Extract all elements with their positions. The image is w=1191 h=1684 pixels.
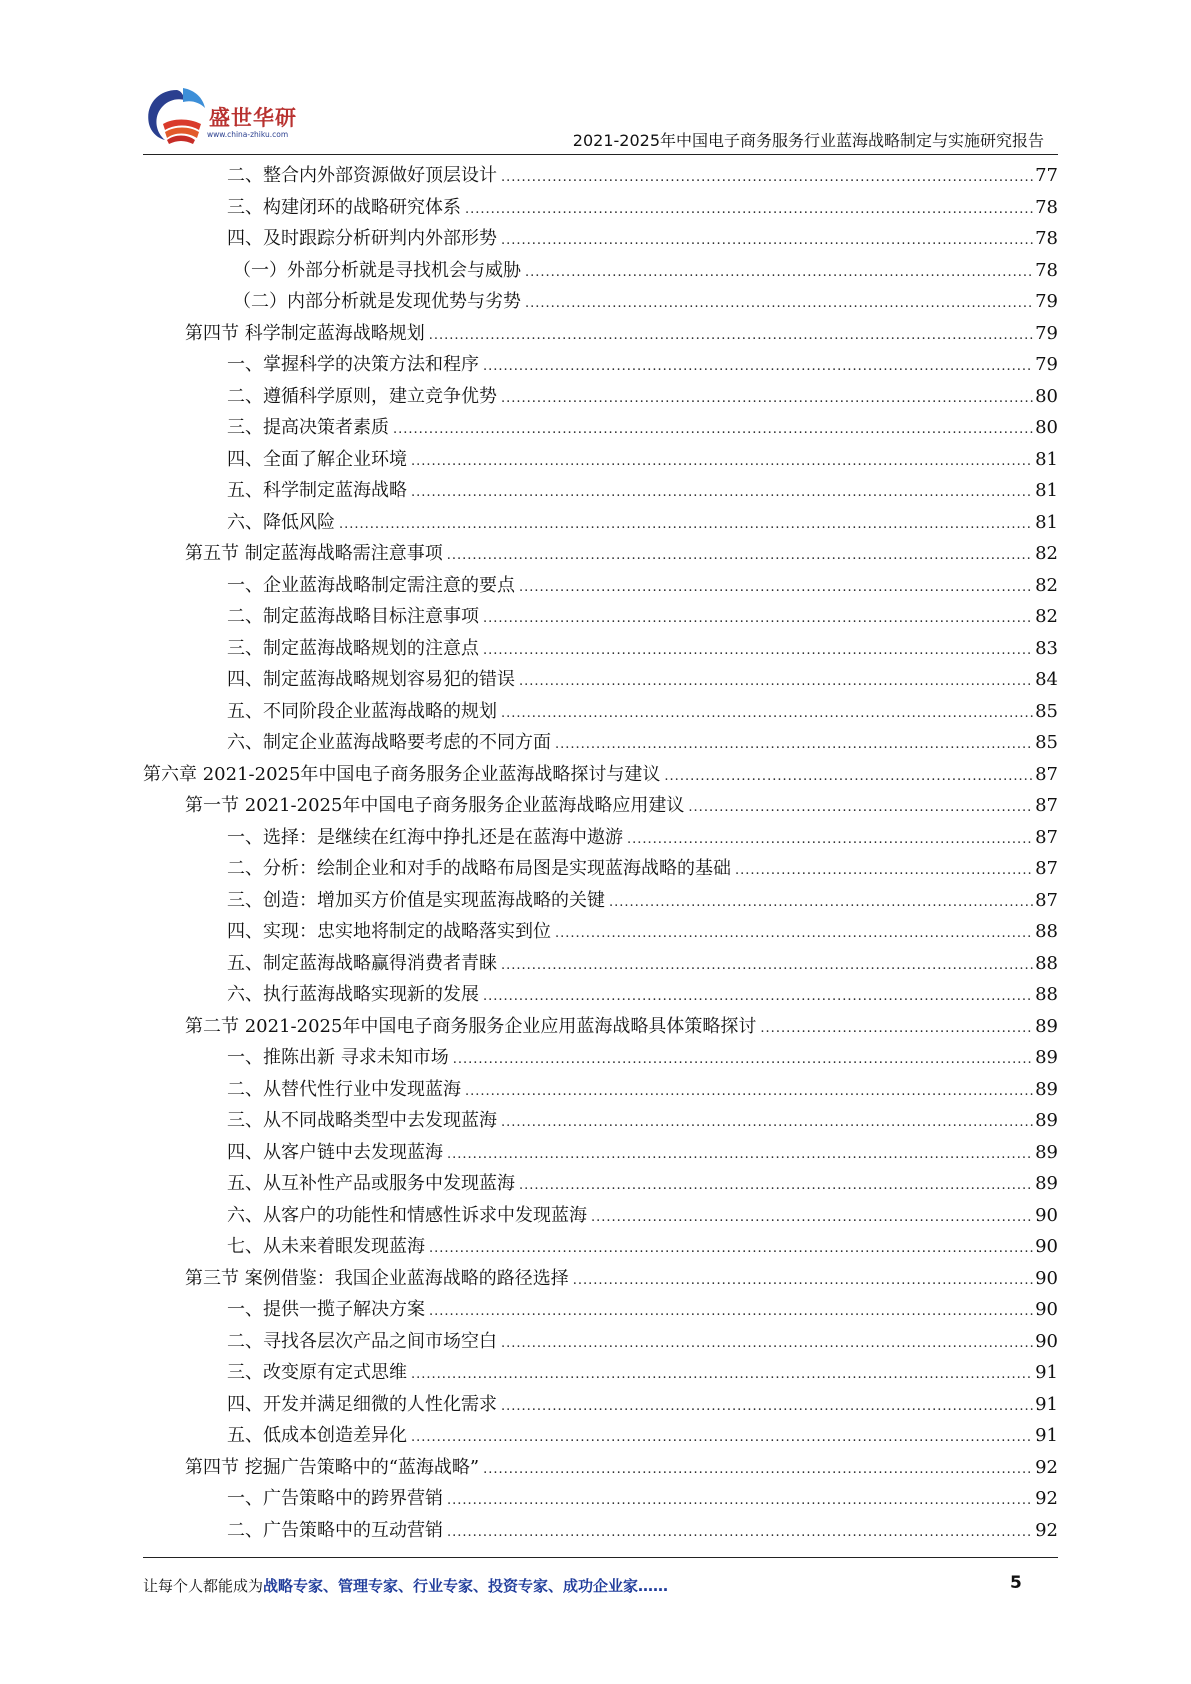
toc-entry[interactable]: [143, 318, 1058, 350]
toc-entry[interactable]: [143, 160, 1058, 192]
toc-entry[interactable]: [143, 1515, 1058, 1547]
toc-entry-page: 90: [1035, 1236, 1058, 1257]
toc-entry-page: 80: [1035, 417, 1058, 438]
toc-entry-title: 四、从客户链中去发现蓝海: [227, 1141, 443, 1163]
toc-leader-dots: [519, 572, 1033, 604]
toc-leader-dots: [519, 666, 1033, 698]
toc-entry-title: （二）内部分析就是发现优势与劣势: [233, 291, 521, 312]
toc-leader-dots: [483, 981, 1033, 1013]
toc-entry-page: 81: [1035, 480, 1058, 501]
toc-leader-dots: [735, 855, 1033, 887]
toc-entry[interactable]: [143, 1294, 1058, 1326]
toc-leader-dots: [525, 257, 1033, 289]
toc-leader-dots: [519, 1170, 1033, 1202]
toc-entry-title: 二、制定蓝海战略目标注意事项: [227, 606, 479, 627]
toc-leader-dots: [429, 1233, 1033, 1265]
toc-leader-dots: [760, 1013, 1033, 1045]
header-divider: [143, 154, 1058, 155]
toc-leader-dots: [483, 351, 1033, 383]
toc-entry-page: 90: [1035, 1299, 1058, 1320]
toc-entry-title: 五、不同阶段企业蓝海战略的规划: [227, 700, 497, 722]
toc-leader-dots: [555, 918, 1033, 950]
toc-leader-dots: [465, 1076, 1033, 1108]
toc-entry[interactable]: [143, 1074, 1058, 1106]
toc-entry-title: 三、改变原有定式思维: [227, 1362, 407, 1383]
toc-leader-dots: [501, 698, 1033, 730]
toc-entry-title: 一、掌握科学的决策方法和程序: [227, 354, 479, 375]
toc-entry-page: 92: [1035, 1488, 1058, 1509]
toc-entry-title: 第二节 2021-2025年中国电子商务服务企业应用蓝海战略具体策略探讨: [185, 1015, 757, 1037]
toc-entry-title: 三、提高决策者素质: [227, 417, 389, 438]
toc-entry-page: 88: [1035, 984, 1058, 1005]
toc-entry-title: 六、降低风险: [227, 511, 335, 533]
toc-entry-page: 79: [1035, 354, 1058, 375]
toc-entry[interactable]: [143, 759, 1058, 791]
toc-entry[interactable]: [143, 727, 1058, 759]
toc-leader-dots: [501, 950, 1033, 982]
toc-entry-title: （一）外部分析就是寻找机会与威胁: [233, 259, 521, 281]
toc-entry-title: 第四节 科学制定蓝海战略规划: [185, 322, 425, 344]
slogan-highlight: 战略专家、管理专家、行业专家、投资专家、成功企业家……: [263, 1577, 669, 1595]
table-of-contents: [143, 160, 1058, 1546]
toc-entry[interactable]: [143, 1168, 1058, 1200]
toc-entry-page: 82: [1035, 543, 1058, 564]
toc-entry-page: 89: [1035, 1047, 1058, 1068]
toc-entry-page: 91: [1035, 1425, 1058, 1446]
footer-divider: [143, 1557, 1058, 1558]
toc-leader-dots: [688, 792, 1033, 824]
toc-entry-page: 90: [1035, 1330, 1058, 1352]
toc-entry[interactable]: [143, 948, 1058, 980]
toc-entry-page: 81: [1035, 511, 1058, 533]
footer-slogan: [143, 1575, 668, 1596]
toc-entry[interactable]: [143, 1389, 1058, 1421]
toc-entry-title: 二、遵循科学原则，建立竞争优势: [227, 385, 497, 407]
toc-entry-title: 四、开发并满足细微的人性化需求: [227, 1393, 497, 1415]
toc-leader-dots: [525, 288, 1033, 320]
toc-entry-page: 80: [1035, 385, 1058, 407]
toc-entry[interactable]: [143, 1042, 1058, 1074]
toc-leader-dots: [453, 1044, 1033, 1076]
toc-entry-title: 一、提供一揽子解决方案: [227, 1299, 425, 1320]
toc-entry-page: 89: [1035, 1015, 1058, 1037]
toc-leader-dots: [465, 194, 1033, 226]
toc-leader-dots: [447, 1517, 1033, 1549]
toc-entry-page: 88: [1035, 921, 1058, 942]
toc-entry-page: 78: [1035, 228, 1058, 249]
toc-entry[interactable]: [143, 1263, 1058, 1295]
toc-entry[interactable]: [143, 601, 1058, 633]
toc-entry-page: 90: [1035, 1267, 1058, 1289]
toc-entry-page: 81: [1035, 448, 1058, 470]
toc-entry[interactable]: [143, 507, 1058, 539]
toc-leader-dots: [664, 761, 1033, 793]
toc-entry-title: 第三节 案例借鉴：我国企业蓝海战略的路径选择: [185, 1267, 569, 1289]
toc-entry-title: 六、制定企业蓝海战略要考虑的不同方面: [227, 732, 551, 753]
toc-entry-title: 五、低成本创造差异化: [227, 1425, 407, 1446]
page-number: 5: [1010, 1573, 1022, 1593]
report-title: 2021-2025年中国电子商务服务行业蓝海战略制定与实施研究报告: [572, 131, 1044, 150]
toc-entry-page: 78: [1035, 259, 1058, 281]
toc-entry-page: 89: [1035, 1078, 1058, 1100]
toc-leader-dots: [483, 635, 1033, 667]
toc-entry[interactable]: [143, 664, 1058, 696]
toc-entry[interactable]: [143, 1105, 1058, 1137]
toc-entry-page: 92: [1035, 1456, 1058, 1478]
toc-entry[interactable]: [143, 538, 1058, 570]
toc-entry-title: 一、企业蓝海战略制定需注意的要点: [227, 574, 515, 596]
toc-entry-page: 91: [1035, 1393, 1058, 1415]
toc-entry-page: 89: [1035, 1173, 1058, 1194]
toc-entry-title: 五、从互补性产品或服务中发现蓝海: [227, 1173, 515, 1194]
toc-entry-title: 四、及时跟踪分析研判内外部形势: [227, 228, 497, 249]
toc-entry[interactable]: [143, 916, 1058, 948]
toc-entry[interactable]: [143, 475, 1058, 507]
toc-entry-page: 84: [1035, 669, 1058, 690]
toc-entry-title: 二、整合内外部资源做好顶层设计: [227, 165, 497, 186]
toc-entry[interactable]: [143, 696, 1058, 728]
toc-leader-dots: [591, 1202, 1033, 1234]
toc-entry-page: 89: [1035, 1141, 1058, 1163]
toc-leader-dots: [447, 540, 1033, 572]
toc-entry-title: 第四节 挖掘广告策略中的“蓝海战略”: [185, 1456, 480, 1478]
toc-entry[interactable]: [143, 192, 1058, 224]
toc-entry[interactable]: [143, 1326, 1058, 1358]
toc-leader-dots: [447, 1139, 1033, 1171]
toc-entry[interactable]: [143, 1452, 1058, 1484]
toc-entry-page: 92: [1035, 1519, 1058, 1541]
toc-entry-page: 85: [1035, 732, 1058, 753]
toc-entry[interactable]: [143, 1357, 1058, 1389]
toc-entry-page: 87: [1035, 858, 1058, 879]
company-logo: [143, 84, 313, 150]
toc-entry-title: 三、构建闭环的战略研究体系: [227, 196, 461, 218]
toc-entry[interactable]: [143, 1231, 1058, 1263]
toc-leader-dots: [501, 1107, 1033, 1139]
toc-entry[interactable]: [143, 1420, 1058, 1452]
toc-leader-dots: [555, 729, 1033, 761]
toc-leader-dots: [447, 1485, 1033, 1517]
toc-entry-title: 五、科学制定蓝海战略: [227, 480, 407, 501]
toc-entry-page: 79: [1035, 291, 1058, 312]
toc-entry[interactable]: [143, 1483, 1058, 1515]
toc-leader-dots: [573, 1265, 1033, 1297]
toc-entry-page: 79: [1035, 322, 1058, 344]
toc-leader-dots: [429, 320, 1033, 352]
toc-entry[interactable]: [143, 633, 1058, 665]
toc-entry-title: 六、执行蓝海战略实现新的发展: [227, 984, 479, 1005]
toc-entry-title: 二、分析：绘制企业和对手的战略布局图是实现蓝海战略的基础: [227, 858, 731, 879]
toc-entry-page: 87: [1035, 826, 1058, 848]
toc-leader-dots: [411, 1359, 1033, 1391]
toc-entry-title: 一、选择：是继续在红海中挣扎还是在蓝海中遨游: [227, 826, 623, 848]
toc-entry[interactable]: [143, 1200, 1058, 1232]
toc-leader-dots: [501, 1328, 1033, 1360]
toc-entry-page: 90: [1035, 1204, 1058, 1226]
toc-leader-dots: [411, 1422, 1033, 1454]
toc-entry[interactable]: [143, 822, 1058, 854]
toc-entry-title: 六、从客户的功能性和情感性诉求中发现蓝海: [227, 1204, 587, 1226]
toc-entry-title: 三、从不同战略类型中去发现蓝海: [227, 1110, 497, 1131]
toc-entry-title: 第一节 2021-2025年中国电子商务服务企业蓝海战略应用建议: [185, 795, 685, 816]
toc-entry[interactable]: [143, 885, 1058, 917]
toc-entry[interactable]: [143, 790, 1058, 822]
toc-entry-page: 85: [1035, 700, 1058, 722]
toc-entry-title: 三、创造：增加买方价值是实现蓝海战略的关键: [227, 889, 605, 911]
toc-leader-dots: [339, 509, 1033, 541]
toc-entry[interactable]: [143, 979, 1058, 1011]
toc-entry-title: 二、寻找各层次产品之间市场空白: [227, 1330, 497, 1352]
toc-entry-title: 四、制定蓝海战略规划容易犯的错误: [227, 669, 515, 690]
toc-entry[interactable]: [143, 381, 1058, 413]
toc-entry[interactable]: [143, 223, 1058, 255]
toc-entry-page: 87: [1035, 763, 1058, 785]
logo-name: 盛世华研: [209, 106, 297, 130]
logo-emblem-icon: [143, 84, 213, 150]
toc-leader-dots: [501, 162, 1033, 194]
toc-entry-title: 一、广告策略中的跨界营销: [227, 1488, 443, 1509]
slogan-prefix: 让每个人都能成为: [143, 1577, 264, 1595]
toc-entry[interactable]: [143, 570, 1058, 602]
toc-entry[interactable]: [143, 444, 1058, 476]
toc-entry-page: 87: [1035, 795, 1058, 816]
toc-entry-title: 五、制定蓝海战略赢得消费者青睐: [227, 952, 497, 974]
toc-entry[interactable]: [143, 853, 1058, 885]
toc-entry-page: 87: [1035, 889, 1058, 911]
toc-entry-title: 第六章 2021-2025年中国电子商务服务企业蓝海战略探讨与建议: [143, 763, 661, 785]
toc-entry[interactable]: [143, 255, 1058, 287]
toc-entry[interactable]: [143, 349, 1058, 381]
toc-entry-page: 88: [1035, 952, 1058, 974]
logo-url: www.china-zhiku.com: [207, 130, 289, 139]
toc-leader-dots: [411, 446, 1033, 478]
toc-entry-page: 82: [1035, 574, 1058, 596]
toc-entry-title: 一、推陈出新 寻求未知市场: [227, 1047, 449, 1068]
toc-leader-dots: [501, 383, 1033, 415]
toc-entry-title: 四、全面了解企业环境: [227, 448, 407, 470]
toc-entry-page: 78: [1035, 196, 1058, 218]
toc-entry-page: 82: [1035, 606, 1058, 627]
toc-entry-title: 四、实现：忠实地将制定的战略落实到位: [227, 921, 551, 942]
toc-leader-dots: [483, 603, 1033, 635]
toc-entry[interactable]: [143, 1137, 1058, 1169]
toc-leader-dots: [393, 414, 1033, 446]
toc-entry-title: 七、从未来着眼发现蓝海: [227, 1236, 425, 1257]
toc-entry[interactable]: [143, 412, 1058, 444]
toc-leader-dots: [609, 887, 1033, 919]
toc-entry-title: 二、广告策略中的互动营销: [227, 1519, 443, 1541]
toc-entry-page: 91: [1035, 1362, 1058, 1383]
toc-entry-title: 第五节 制定蓝海战略需注意事项: [185, 543, 443, 564]
toc-entry-page: 89: [1035, 1110, 1058, 1131]
toc-leader-dots: [501, 225, 1033, 257]
toc-entry-title: 二、从替代性行业中发现蓝海: [227, 1078, 461, 1100]
toc-leader-dots: [627, 824, 1033, 856]
toc-entry-page: 83: [1035, 637, 1058, 659]
toc-entry[interactable]: [143, 286, 1058, 318]
toc-leader-dots: [429, 1296, 1033, 1328]
toc-entry[interactable]: [143, 1011, 1058, 1043]
toc-entry-page: 77: [1035, 165, 1058, 186]
toc-leader-dots: [501, 1391, 1033, 1423]
toc-entry-title: 三、制定蓝海战略规划的注意点: [227, 637, 479, 659]
page-header: [143, 84, 1058, 152]
toc-leader-dots: [483, 1454, 1033, 1486]
toc-leader-dots: [411, 477, 1033, 509]
